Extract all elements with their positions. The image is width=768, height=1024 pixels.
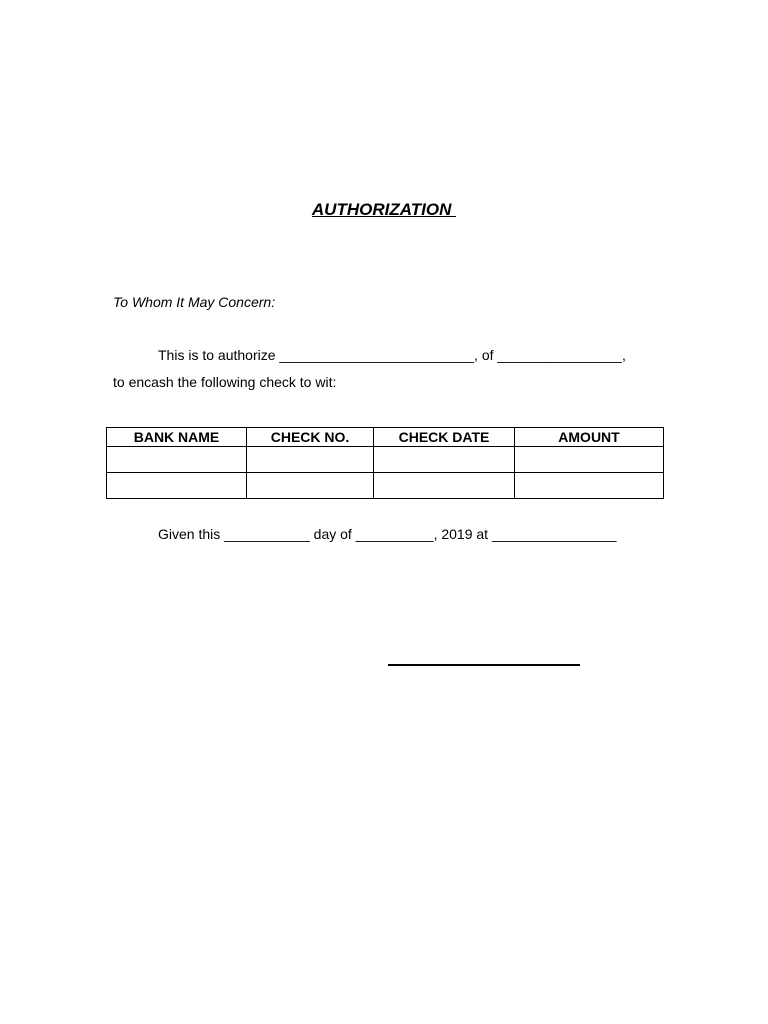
header-check-no: CHECK NO. — [247, 428, 374, 447]
table-row — [107, 447, 664, 473]
table-header-row — [107, 428, 664, 447]
cell-check-date — [374, 447, 515, 473]
header-bank-name: BANK NAME — [107, 428, 247, 447]
signature-line — [388, 664, 580, 666]
check-details-table — [106, 427, 664, 499]
authorization-paragraph-line-1: This is to authorize _________________________, of ________________, — [158, 347, 626, 363]
cell-check-no — [247, 473, 374, 499]
cell-check-no — [247, 447, 374, 473]
cell-check-date — [374, 473, 515, 499]
header-check-date: CHECK DATE — [374, 428, 515, 447]
cell-amount — [515, 473, 664, 499]
salutation: To Whom It May Concern: — [113, 294, 276, 310]
cell-bank-name — [107, 473, 247, 499]
document-title: AUTHORIZATION — [311, 200, 457, 219]
header-amount: AMOUNT — [515, 428, 664, 447]
given-date-line: Given this ___________ day of __________, 2019 at ________________ — [158, 526, 617, 542]
cell-bank-name — [107, 447, 247, 473]
table-row — [107, 473, 664, 499]
cell-amount — [515, 447, 664, 473]
authorization-paragraph-line-2: to encash the following check to wit: — [113, 374, 337, 390]
